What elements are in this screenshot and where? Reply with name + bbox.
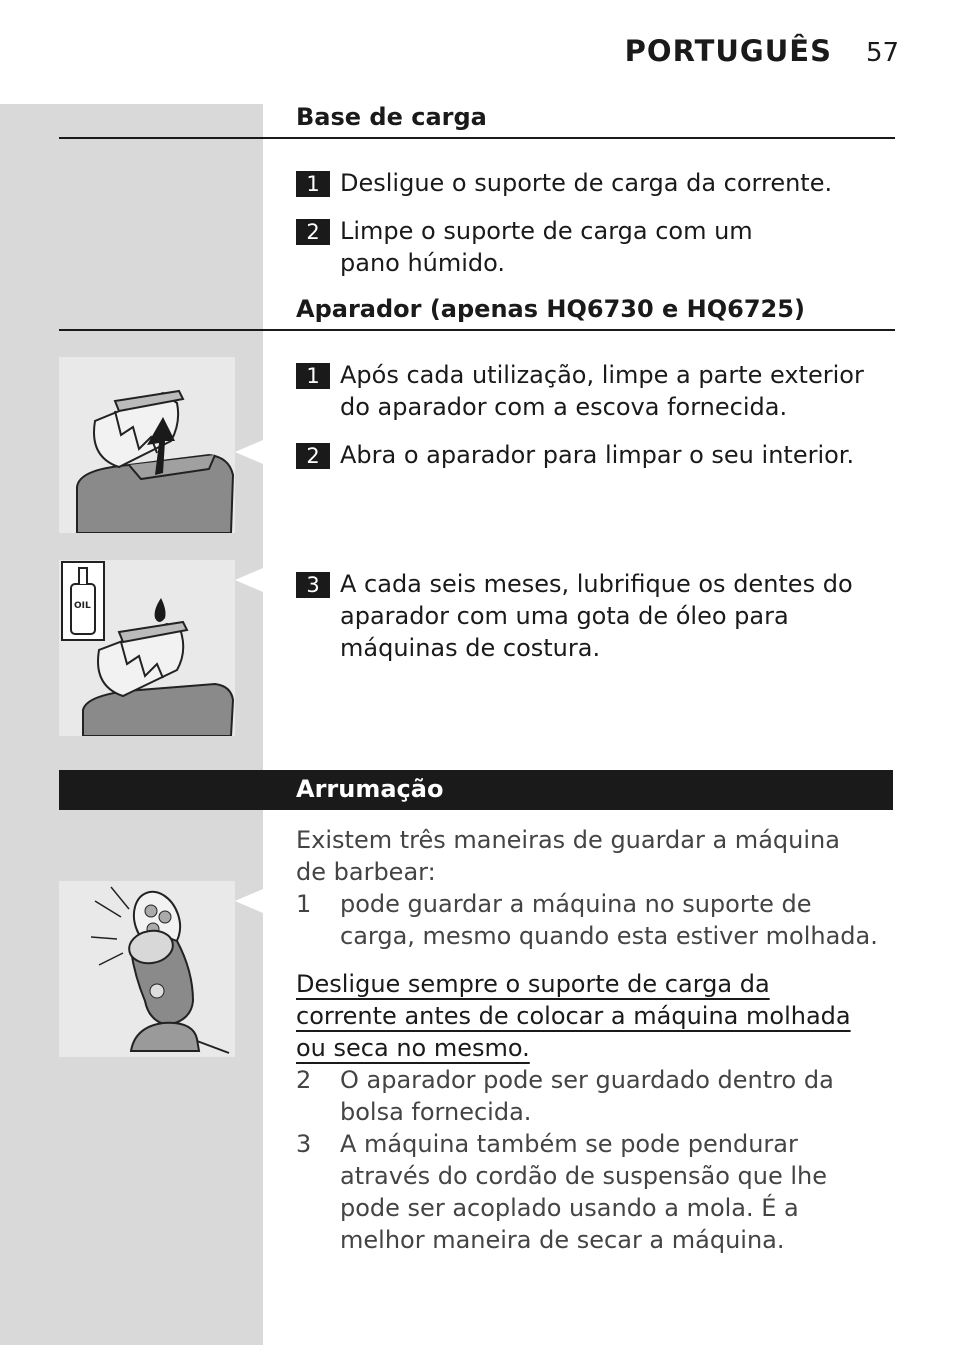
step-item (296, 568, 896, 664)
section-rule (59, 329, 895, 331)
section-rule (59, 137, 895, 139)
oil-label: OIL (74, 601, 91, 611)
figure-pointer (235, 568, 263, 592)
language-heading: PORTUGUÊS (624, 34, 832, 68)
step-number: 3 (296, 572, 330, 598)
section-title-storage: Arrumação (296, 775, 444, 803)
list-number: 3 (296, 1130, 312, 1158)
step-text: Abra o aparador para limpar o seu interior. (340, 441, 855, 469)
step-number: 1 (296, 363, 330, 389)
trimmer-oiling-illustration (59, 560, 235, 736)
list-text: pode guardar a máquina no suporte de carga, mesmo quando esta estiver molhada. (340, 890, 878, 950)
trimmer-cleaning-illustration (59, 357, 235, 533)
step-number: 1 (296, 171, 330, 197)
list-number: 2 (296, 1066, 312, 1094)
list-item (296, 1064, 896, 1128)
step-text: Limpe o suporte de carga com um pano húmido. (340, 217, 753, 277)
list-item (296, 888, 896, 952)
page-number: 57 (866, 38, 900, 68)
list-number: 1 (296, 890, 312, 918)
step-item (296, 359, 896, 423)
list-text: O aparador pode ser guardado dentro da bolsa fornecida. (340, 1066, 834, 1126)
list-item (296, 1128, 896, 1256)
shaver-on-stand-icon (59, 881, 235, 1057)
section-title-trimmer: Aparador (apenas HQ6730 e HQ6725) (296, 295, 805, 323)
figure-pointer (235, 889, 263, 913)
step-number: 2 (296, 443, 330, 469)
step-item (296, 167, 896, 199)
warning-text: Desligue sempre o suporte de carga da corrente antes de colocar a máquina molhada ou seca no mesmo. (296, 970, 851, 1062)
step-item (296, 439, 896, 471)
shaver-trimmer-open-icon (59, 357, 235, 533)
step-text: Desligue o suporte de carga da corrente. (340, 169, 833, 197)
figure-pointer (235, 440, 263, 464)
section-title-bar (59, 770, 893, 810)
step-text: A cada seis meses, lubrifique os dentes do aparador com uma gota de óleo para máquinas de costura. (340, 570, 853, 662)
list-text: A máquina também se pode pendurar através do cordão de suspensão que lhe pode ser acoplado usando a mola. É a melhor maneira de secar a máquina. (340, 1130, 827, 1254)
storage-intro: Existem três maneiras de guardar a máquina de barbear: (296, 826, 840, 886)
warning-note (296, 968, 876, 1064)
oil-bottle-trimmer-icon (59, 560, 235, 736)
section-title-base: Base de carga (296, 103, 487, 131)
step-number: 2 (296, 219, 330, 245)
step-item (296, 215, 896, 279)
shaver-storage-illustration (59, 881, 235, 1057)
step-text: Após cada utilização, limpe a parte exterior do aparador com a escova fornecida. (340, 361, 864, 421)
